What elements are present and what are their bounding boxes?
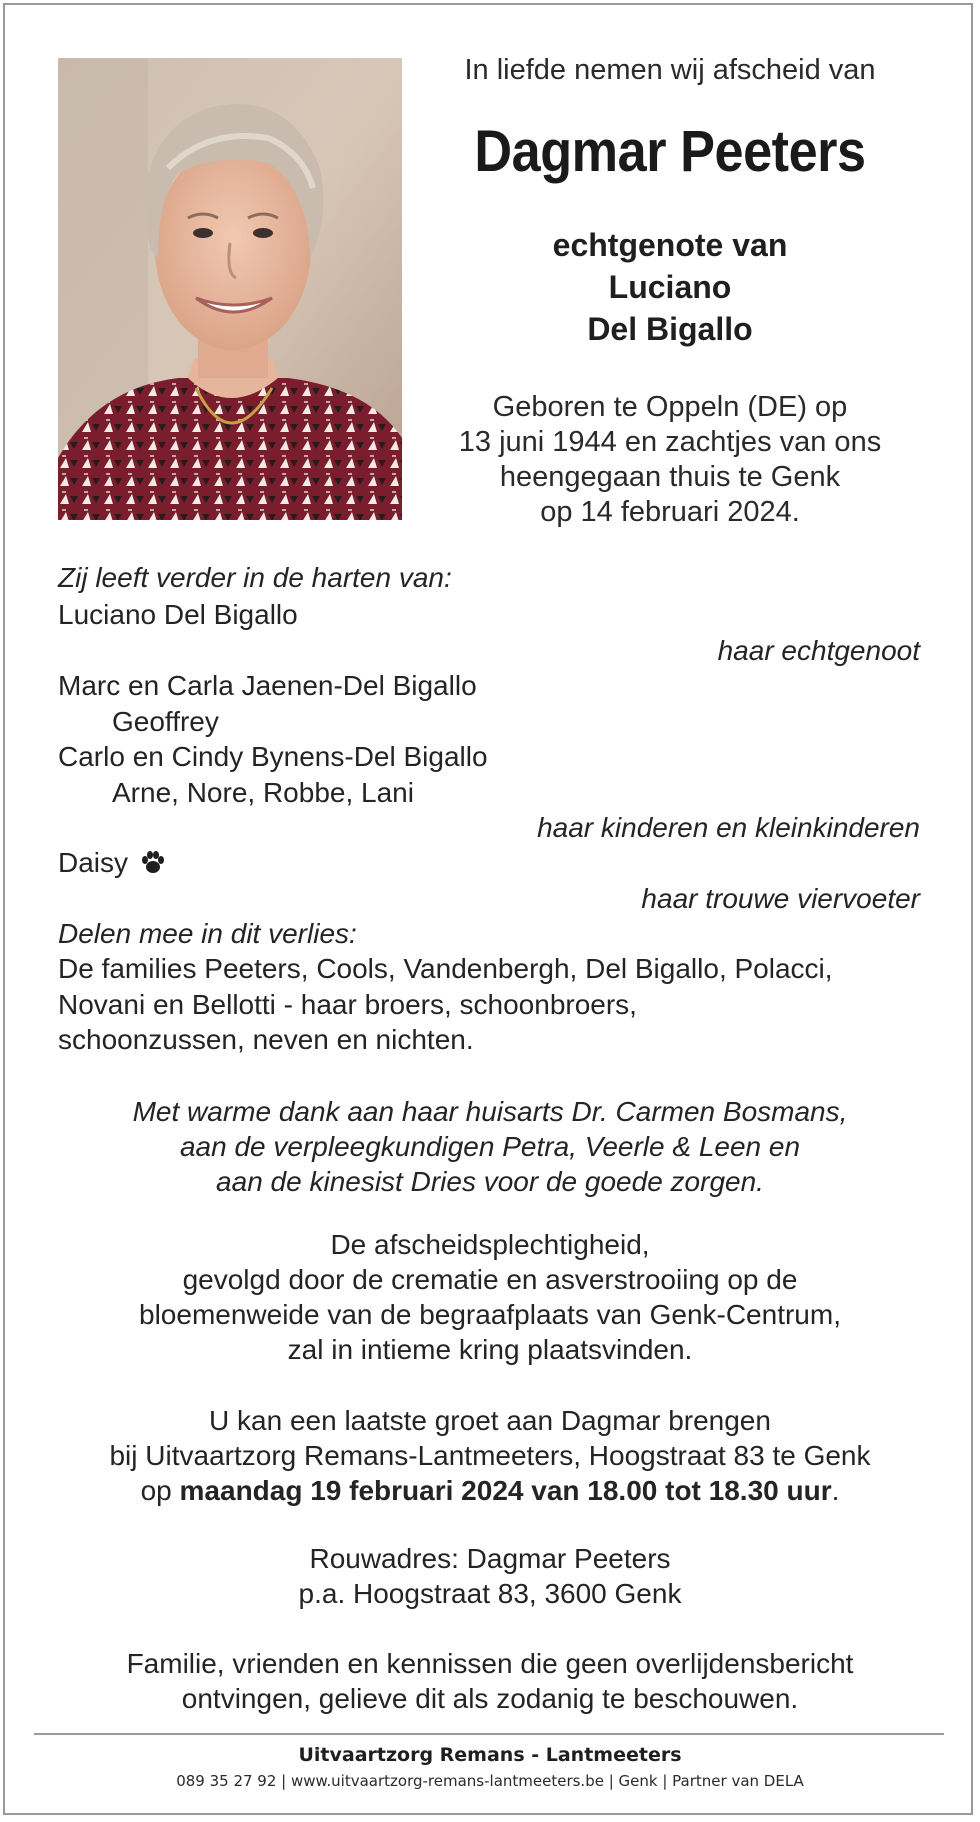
share-line: De families Peeters, Cools, Vandenbergh, Del Bigallo, Polacci, — [58, 953, 833, 984]
deceased-name: Dagmar Peeters — [474, 119, 866, 184]
visit-datetime: maandag 19 februari 2024 van 18.00 tot 18.30 uur — [179, 1475, 832, 1506]
visit-line — [40, 1473, 940, 1508]
closing-block — [40, 1646, 940, 1716]
visit-prefix: op — [140, 1475, 180, 1506]
family-intro: Zij leeft verder in de harten van: — [58, 562, 452, 593]
family-children-role: haar kinderen en kleinkinderen — [537, 812, 920, 843]
footer-contact: 089 35 27 92 | www.uitvaartzorg-remans-lantmeeters.be | Genk | Partner van DELA — [176, 1772, 804, 1790]
thanks-block — [40, 1094, 940, 1199]
ceremony-line: gevolgd door de crematie en asverstrooiing op de — [182, 1264, 798, 1295]
paw-icon — [140, 849, 166, 875]
visit-block — [40, 1403, 940, 1508]
family-spouse: Luciano Del Bigallo — [58, 599, 298, 630]
family-grandchild: Arne, Nore, Robbe, Lani — [112, 777, 414, 808]
share-line: schoonzussen, neven en nichten. — [58, 1024, 474, 1055]
intro-text: In liefde nemen wij afscheid van — [464, 54, 876, 86]
visit-line: bij Uitvaartzorg Remans-Lantmeeters, Hoogstraat 83 te Genk — [109, 1440, 871, 1471]
share-intro: Delen mee in dit verlies: — [58, 918, 357, 949]
ceremony-line: bloemenweide van de begraafplaats van Genk-Centrum, — [139, 1299, 841, 1330]
spouse-line: echtgenote van — [552, 227, 788, 263]
footer-company: Uitvaartzorg Remans - Lantmeeters — [298, 1744, 682, 1766]
family-child: Carlo en Cindy Bynens-Del Bigallo — [58, 741, 488, 772]
address-line: Rouwadres: Dagmar Peeters — [309, 1543, 671, 1574]
spouse-block — [430, 224, 910, 350]
ceremony-line: De afscheidsplechtigheid, — [330, 1229, 650, 1260]
family-pet — [58, 847, 166, 879]
closing-line: ontvingen, gelieve dit als zodanig te beschouwen. — [181, 1683, 799, 1714]
share-line: Novani en Bellotti - haar broers, schoonbroers, — [58, 989, 637, 1020]
thanks-line: aan de kinesist Dries voor de goede zorgen. — [216, 1166, 764, 1197]
spouse-line: Del Bigallo — [587, 311, 753, 347]
closing-line: Familie, vrienden en kennissen die geen overlijdensbericht — [126, 1648, 854, 1679]
address-line: p.a. Hoogstraat 83, 3600 Genk — [298, 1578, 682, 1609]
footer-divider — [34, 1733, 944, 1735]
ceremony-line: zal in intieme kring plaatsvinden. — [287, 1334, 693, 1365]
visit-line: U kan een laatste groet aan Dagmar brengen — [209, 1405, 771, 1436]
address-block — [40, 1541, 940, 1611]
family-spouse-role: haar echtgenoot — [717, 635, 920, 666]
birth-line: Geboren te Oppeln (DE) op — [492, 391, 848, 423]
portrait-photo — [58, 58, 402, 520]
birth-line: heengegaan thuis te Genk — [499, 461, 841, 493]
family-grandchild: Geoffrey — [112, 706, 219, 737]
ceremony-block — [40, 1227, 940, 1367]
thanks-line: aan de verpleegkundigen Petra, Veerle & Leen en — [179, 1131, 801, 1162]
thanks-line: Met warme dank aan haar huisarts Dr. Carmen Bosmans, — [132, 1096, 848, 1127]
birth-block — [430, 390, 910, 530]
birth-line: op 14 februari 2024. — [540, 496, 800, 528]
pet-name: Daisy — [58, 847, 129, 878]
visit-suffix: . — [831, 1475, 840, 1506]
spouse-line: Luciano — [608, 269, 732, 305]
family-pet-role: haar trouwe viervoeter — [641, 883, 920, 914]
family-child: Marc en Carla Jaenen-Del Bigallo — [58, 670, 477, 701]
birth-line: 13 juni 1944 en zachtjes van ons — [458, 426, 882, 458]
